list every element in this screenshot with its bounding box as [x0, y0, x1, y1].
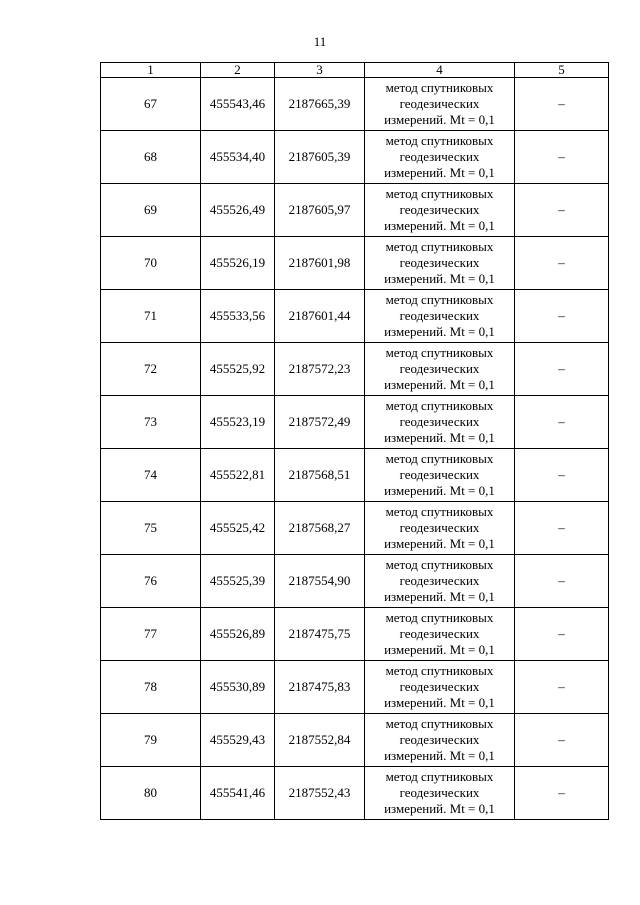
note-cell: –	[515, 661, 609, 714]
point-number-cell: 80	[101, 767, 201, 820]
table-body	[101, 78, 609, 820]
table-row	[101, 237, 609, 290]
method-cell	[365, 184, 515, 237]
method-line: измерений. Mt = 0,1	[384, 112, 495, 127]
point-number-cell: 78	[101, 661, 201, 714]
method-line: геодезических	[399, 785, 480, 800]
method-line: измерений. Mt = 0,1	[384, 377, 495, 392]
y-coordinate-cell: 2187552,84	[275, 714, 365, 767]
point-number-cell: 70	[101, 237, 201, 290]
method-line: метод спутниковых	[385, 133, 494, 148]
point-number-cell: 67	[101, 78, 201, 131]
method-line: геодезических	[399, 361, 480, 376]
method-line: измерений. Mt = 0,1	[384, 589, 495, 604]
method-cell	[365, 343, 515, 396]
method-line: геодезических	[399, 520, 480, 535]
method-line: геодезических	[399, 96, 480, 111]
method-cell	[365, 290, 515, 343]
method-line: метод спутниковых	[385, 769, 494, 784]
method-line: измерений. Mt = 0,1	[384, 748, 495, 763]
note-cell: –	[515, 449, 609, 502]
y-coordinate-cell: 2187475,83	[275, 661, 365, 714]
method-line: геодезических	[399, 679, 480, 694]
note-cell: –	[515, 555, 609, 608]
x-coordinate-cell: 455523,19	[201, 396, 275, 449]
table-row	[101, 78, 609, 131]
y-coordinate-cell: 2187665,39	[275, 78, 365, 131]
y-coordinate-cell: 2187572,23	[275, 343, 365, 396]
point-number-cell: 75	[101, 502, 201, 555]
method-line: метод спутниковых	[385, 239, 494, 254]
header-col-2: 2	[201, 63, 275, 78]
x-coordinate-cell: 455526,49	[201, 184, 275, 237]
method-cell	[365, 449, 515, 502]
table-row	[101, 714, 609, 767]
x-coordinate-cell: 455530,89	[201, 661, 275, 714]
method-cell	[365, 131, 515, 184]
method-line: метод спутниковых	[385, 716, 494, 731]
method-line: измерений. Mt = 0,1	[384, 642, 495, 657]
point-number-cell: 76	[101, 555, 201, 608]
method-line: измерений. Mt = 0,1	[384, 324, 495, 339]
table-row	[101, 184, 609, 237]
header-col-4: 4	[365, 63, 515, 78]
table-row	[101, 449, 609, 502]
method-line: метод спутниковых	[385, 398, 494, 413]
method-line: метод спутниковых	[385, 186, 494, 201]
method-line: геодезических	[399, 202, 480, 217]
point-number-cell: 79	[101, 714, 201, 767]
table-row	[101, 502, 609, 555]
method-line: метод спутниковых	[385, 557, 494, 572]
y-coordinate-cell: 2187475,75	[275, 608, 365, 661]
method-line: метод спутниковых	[385, 663, 494, 678]
point-number-cell: 77	[101, 608, 201, 661]
header-col-1: 1	[101, 63, 201, 78]
y-coordinate-cell: 2187568,27	[275, 502, 365, 555]
x-coordinate-cell: 455541,46	[201, 767, 275, 820]
table-row	[101, 661, 609, 714]
header-col-5: 5	[515, 63, 609, 78]
table-row	[101, 555, 609, 608]
y-coordinate-cell: 2187572,49	[275, 396, 365, 449]
table-row	[101, 396, 609, 449]
method-line: измерений. Mt = 0,1	[384, 218, 495, 233]
note-cell: –	[515, 131, 609, 184]
method-line: измерений. Mt = 0,1	[384, 801, 495, 816]
method-line: измерений. Mt = 0,1	[384, 271, 495, 286]
header-col-3: 3	[275, 63, 365, 78]
y-coordinate-cell: 2187568,51	[275, 449, 365, 502]
x-coordinate-cell: 455522,81	[201, 449, 275, 502]
table-row	[101, 608, 609, 661]
note-cell: –	[515, 608, 609, 661]
method-line: геодезических	[399, 149, 480, 164]
coordinates-table	[100, 62, 609, 820]
point-number-cell: 68	[101, 131, 201, 184]
note-cell: –	[515, 396, 609, 449]
method-line: геодезических	[399, 467, 480, 482]
x-coordinate-cell: 455534,40	[201, 131, 275, 184]
table-row	[101, 767, 609, 820]
method-line: измерений. Mt = 0,1	[384, 430, 495, 445]
method-cell	[365, 396, 515, 449]
x-coordinate-cell: 455525,42	[201, 502, 275, 555]
y-coordinate-cell: 2187554,90	[275, 555, 365, 608]
x-coordinate-cell: 455543,46	[201, 78, 275, 131]
y-coordinate-cell: 2187605,97	[275, 184, 365, 237]
method-line: геодезических	[399, 732, 480, 747]
method-cell	[365, 78, 515, 131]
method-line: геодезических	[399, 573, 480, 588]
method-line: метод спутниковых	[385, 80, 494, 95]
method-line: измерений. Mt = 0,1	[384, 165, 495, 180]
table-row	[101, 290, 609, 343]
note-cell: –	[515, 502, 609, 555]
x-coordinate-cell: 455526,19	[201, 237, 275, 290]
x-coordinate-cell: 455533,56	[201, 290, 275, 343]
method-line: метод спутниковых	[385, 504, 494, 519]
point-number-cell: 69	[101, 184, 201, 237]
method-cell	[365, 714, 515, 767]
y-coordinate-cell: 2187552,43	[275, 767, 365, 820]
method-line: измерений. Mt = 0,1	[384, 536, 495, 551]
x-coordinate-cell: 455525,39	[201, 555, 275, 608]
y-coordinate-cell: 2187605,39	[275, 131, 365, 184]
note-cell: –	[515, 767, 609, 820]
method-line: геодезических	[399, 255, 480, 270]
point-number-cell: 74	[101, 449, 201, 502]
note-cell: –	[515, 290, 609, 343]
note-cell: –	[515, 184, 609, 237]
method-line: метод спутниковых	[385, 292, 494, 307]
method-line: метод спутниковых	[385, 610, 494, 625]
x-coordinate-cell: 455526,89	[201, 608, 275, 661]
method-line: геодезических	[399, 626, 480, 641]
y-coordinate-cell: 2187601,44	[275, 290, 365, 343]
y-coordinate-cell: 2187601,98	[275, 237, 365, 290]
table-header-row	[101, 63, 609, 78]
note-cell: –	[515, 237, 609, 290]
method-line: измерений. Mt = 0,1	[384, 695, 495, 710]
point-number-cell: 71	[101, 290, 201, 343]
x-coordinate-cell: 455525,92	[201, 343, 275, 396]
point-number-cell: 73	[101, 396, 201, 449]
table-row	[101, 131, 609, 184]
page-number: 11	[313, 34, 327, 49]
method-cell	[365, 237, 515, 290]
method-cell	[365, 608, 515, 661]
method-cell	[365, 555, 515, 608]
method-line: метод спутниковых	[385, 345, 494, 360]
method-line: геодезических	[399, 308, 480, 323]
method-line: метод спутниковых	[385, 451, 494, 466]
x-coordinate-cell: 455529,43	[201, 714, 275, 767]
method-line: измерений. Mt = 0,1	[384, 483, 495, 498]
note-cell: –	[515, 78, 609, 131]
point-number-cell: 72	[101, 343, 201, 396]
note-cell: –	[515, 714, 609, 767]
table-row	[101, 343, 609, 396]
method-line: геодезических	[399, 414, 480, 429]
note-cell: –	[515, 343, 609, 396]
method-cell	[365, 767, 515, 820]
method-cell	[365, 661, 515, 714]
method-cell	[365, 502, 515, 555]
